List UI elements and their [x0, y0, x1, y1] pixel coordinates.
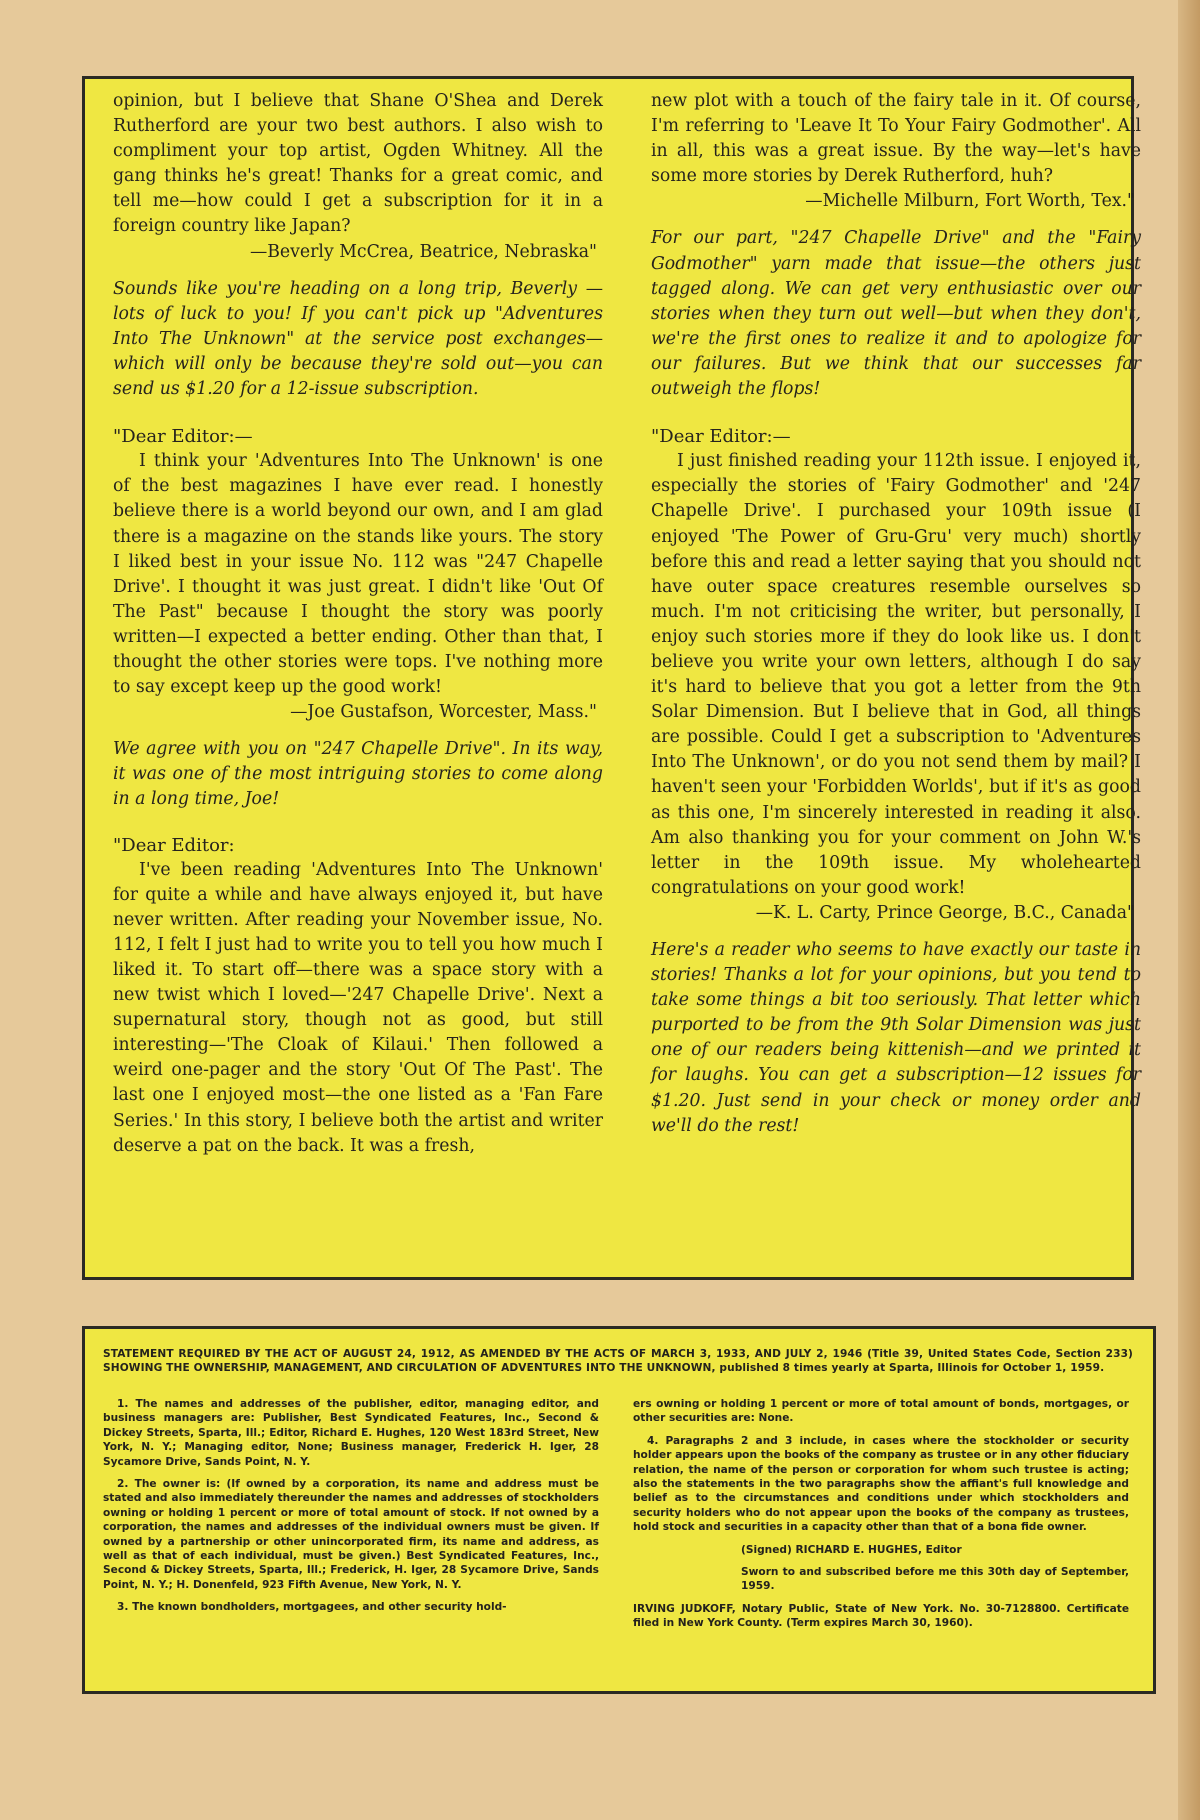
letter-text: I've been reading 'Adventures Into The Unknown' for quite a while and have always enjoyed it, but have never written. After reading your November issue, No. 112, I felt I just had to write you to tell you how much I liked it. To start off—there was a space story with a new twist which I loved—'247 Chapelle Drive'. Next a supernatural story, though not as good, but still interesting—'The Cloak of Kilaui.' Then followed a weird one-pager and the story 'Out Of The Past'. The last one I enjoyed most—the one listed as a 'Fan Fare Series.' In this story, I believe both the artist and writer deserve a pat on the back. It was a fresh,: [113, 859, 603, 1156]
letter-signature: —K. L. Carty, Prince George, B.C., Canada": [755, 902, 1135, 923]
statement-header: STATEMENT REQUIRED BY THE ACT OF AUGUST 24, 1912, AS AMENDED BY THE ACTS OF MARCH 3, 1933, AND JULY 2, 1946 (Title 39, United States Code, Section 233) SHOWING THE OWNERSHIP, MANAGEMENT, AND CIRCULATION OF ADVENTURES INTO THE UNKNOWN, published 8 times yearly at Sparta, Illinois for October 1, 1959.: [103, 1348, 1133, 1375]
statement-paragraph: 4. Paragraphs 2 and 3 include, in cases where the stockholder or security holder appears upon the books of the company as trustee or in any other fiduciary relation, the name of the person or corporation for whom such trustee is acting; also the statements in the two paragraphs show the affiant's full knowledge and belief as to the circumstances and conditions under which stockholders and security holders who do not appear upon the books of the company as trustees, hold stock and securities in a capacity other than that of a bona fide owner.: [633, 1434, 1129, 1534]
statement-sworn: Sworn to and subscribed before me this 30th day of September, 1959.: [741, 1566, 1129, 1593]
statement-notary: IRVING JUDKOFF, Notary Public, State of New York. No. 30-7128800. Certificate filed in New York County. (Term expires March 30, 1960).: [633, 1602, 1129, 1630]
letter-text: opinion, but I believe that Shane O'Shea and Derek Rutherford are your two best authors. I also wish to compliment your top artist, Ogden Whitney. All the gang thinks he's great! Thanks for a great comic, and tell me—how could I get a subscription for it in a foreign country like Japan?: [113, 91, 603, 237]
editor-reply: For our part, "247 Chapelle Drive" and the "Fairy Godmother" yarn made that issue—the others just tagged along. We can get very enthusiastic over our stories when they turn out well—but when they don't, we're the first ones to realize it and to apologize for our failures. But we think that our successes far outweigh the flops!: [651, 228, 1141, 400]
letter-signature: —Beverly McCrea, Beatrice, Nebraska": [249, 241, 597, 262]
statement-signature: (Signed) RICHARD E. HUGHES, Editor: [741, 1543, 962, 1556]
letters-right-column: [651, 89, 1141, 1139]
page-edge: [1178, 0, 1200, 1820]
editor-reply: Sounds like you're heading on a long trip, Beverly —lots of luck to you! If you can't pick up "Adventures Into The Unknown" at the service post exchanges—which will only be because they're sold out—you can send us $1.20 for a 12-issue subscription.: [113, 278, 603, 400]
statement-paragraph: ers owning or holding 1 percent or more of total amount of bonds, mortgages, or other securities are: None.: [633, 1398, 1129, 1425]
letter-salutation: "Dear Editor:—: [651, 426, 791, 448]
letter-signature: —Joe Gustafson, Worcester, Mass.": [290, 702, 597, 723]
statement-left-column: [103, 1397, 599, 1623]
ownership-statement-box: [82, 1326, 1156, 1694]
letters-left-column: [113, 89, 603, 1159]
statement-paragraph: 2. The owner is: (If owned by a corporation, its name and address must be stated and also immediately thereunder the names and addresses of stockholders owning or holding 1 percent or more of total amount of stock. If not owned by a corporation, the names and addresses of the individual owners must be given. If owned by a partnership or other unincorporated firm, its name and address, as well as that of each individual, must be given.) Best Syndicated Features, Inc., Second & Dickey Streets, Sparta, Ill.; Frederick, H. Iger, 28 Sycamore Drive, Sands Point, N. Y.; H. Donenfeld, 923 Fifth Avenue, New York, N. Y.: [103, 1478, 599, 1591]
editor-reply: Here's a reader who seems to have exactly our taste in stories! Thanks a lot for your opinions, but you tend to take some things a bit too seriously. That letter which purported to be from the 9th Solar Dimension was just one of our readers being kittenish—and we printed it for laughs. You can get a subscription—12 issues for $1.20. Just send in your check or money order and we'll do the rest!: [651, 940, 1141, 1136]
letter-salutation: "Dear Editor:: [113, 834, 235, 856]
editor-reply: We agree with you on "247 Chapelle Drive". In its way, it was one of the most intriguing stories to come along in a long time, Joe!: [113, 739, 603, 810]
letter-text: I think your 'Adventures Into The Unknown' is one of the best magazines I have ever read. I honestly believe there is a world beyond our own, and I am glad there is a magazine on the stands like yours. The story I liked best in your issue No. 112 was "247 Chapelle Drive'. I thought it was just great. I didn't like 'Out Of The Past" because I thought the story was poorly written—I expected a better ending. Other than that, I thought the other stories were tops. I've nothing more to say except keep up the good work!: [113, 451, 603, 698]
letter-text: I just finished reading your 112th issue. I enjoyed it, especially the stories of 'Fairy Godmother' and '247 Chapelle Drive'. I purchased your 109th issue (I enjoyed 'The Power of Gru-Gru' very much) shortly before this and read a letter saying that you should not have outer space creatures resemble ourselves so much. I'm not criticising the writer, but personally, I enjoy such stories more if they do look like us. I don't believe you write your own letters, although I do say it's hard to believe that you got a letter from the 9th Solar Dimension. But I believe that in God, all things are possible. Could I get a subscription to 'Adventures Into The Unknown', or do you not send them by mail? I haven't seen your 'Forbidden Worlds', but if it's as good as this one, I'm sincerely interested in reading it also. Am also thanking you for your comment on John W.'s letter in the 109th issue. My wholehearted congratulations on your good work!: [651, 451, 1141, 898]
letter-text: new plot with a touch of the fairy tale in it. Of course, I'm referring to 'Leave It To Your Fairy Godmother'. All in all, this was a great issue. By the way—let's have some more stories by Derek Rutherford, huh?: [651, 91, 1141, 187]
letter-salutation: "Dear Editor:—: [113, 426, 253, 448]
letter-signature: —Michelle Milburn, Fort Worth, Tex.": [805, 191, 1135, 212]
statement-paragraph: 1. The names and addresses of the publisher, editor, managing editor, and business managers are: Publisher, Best Syndicated Features, Inc., Second & Dickey Streets, Sparta, Ill.; Editor, Richard E. Hughes, 120 West 183rd Street, New York, N. Y.; Managing editor, None; Business manager, Frederick H. Iger, 28 Sycamore Drive, Sands Point, N. Y.: [103, 1398, 599, 1468]
statement-paragraph: 3. The known bondholders, mortgagees, and other security hold-: [117, 1601, 507, 1614]
statement-right-column: [633, 1397, 1129, 1639]
letters-column-box: [82, 76, 1141, 1280]
